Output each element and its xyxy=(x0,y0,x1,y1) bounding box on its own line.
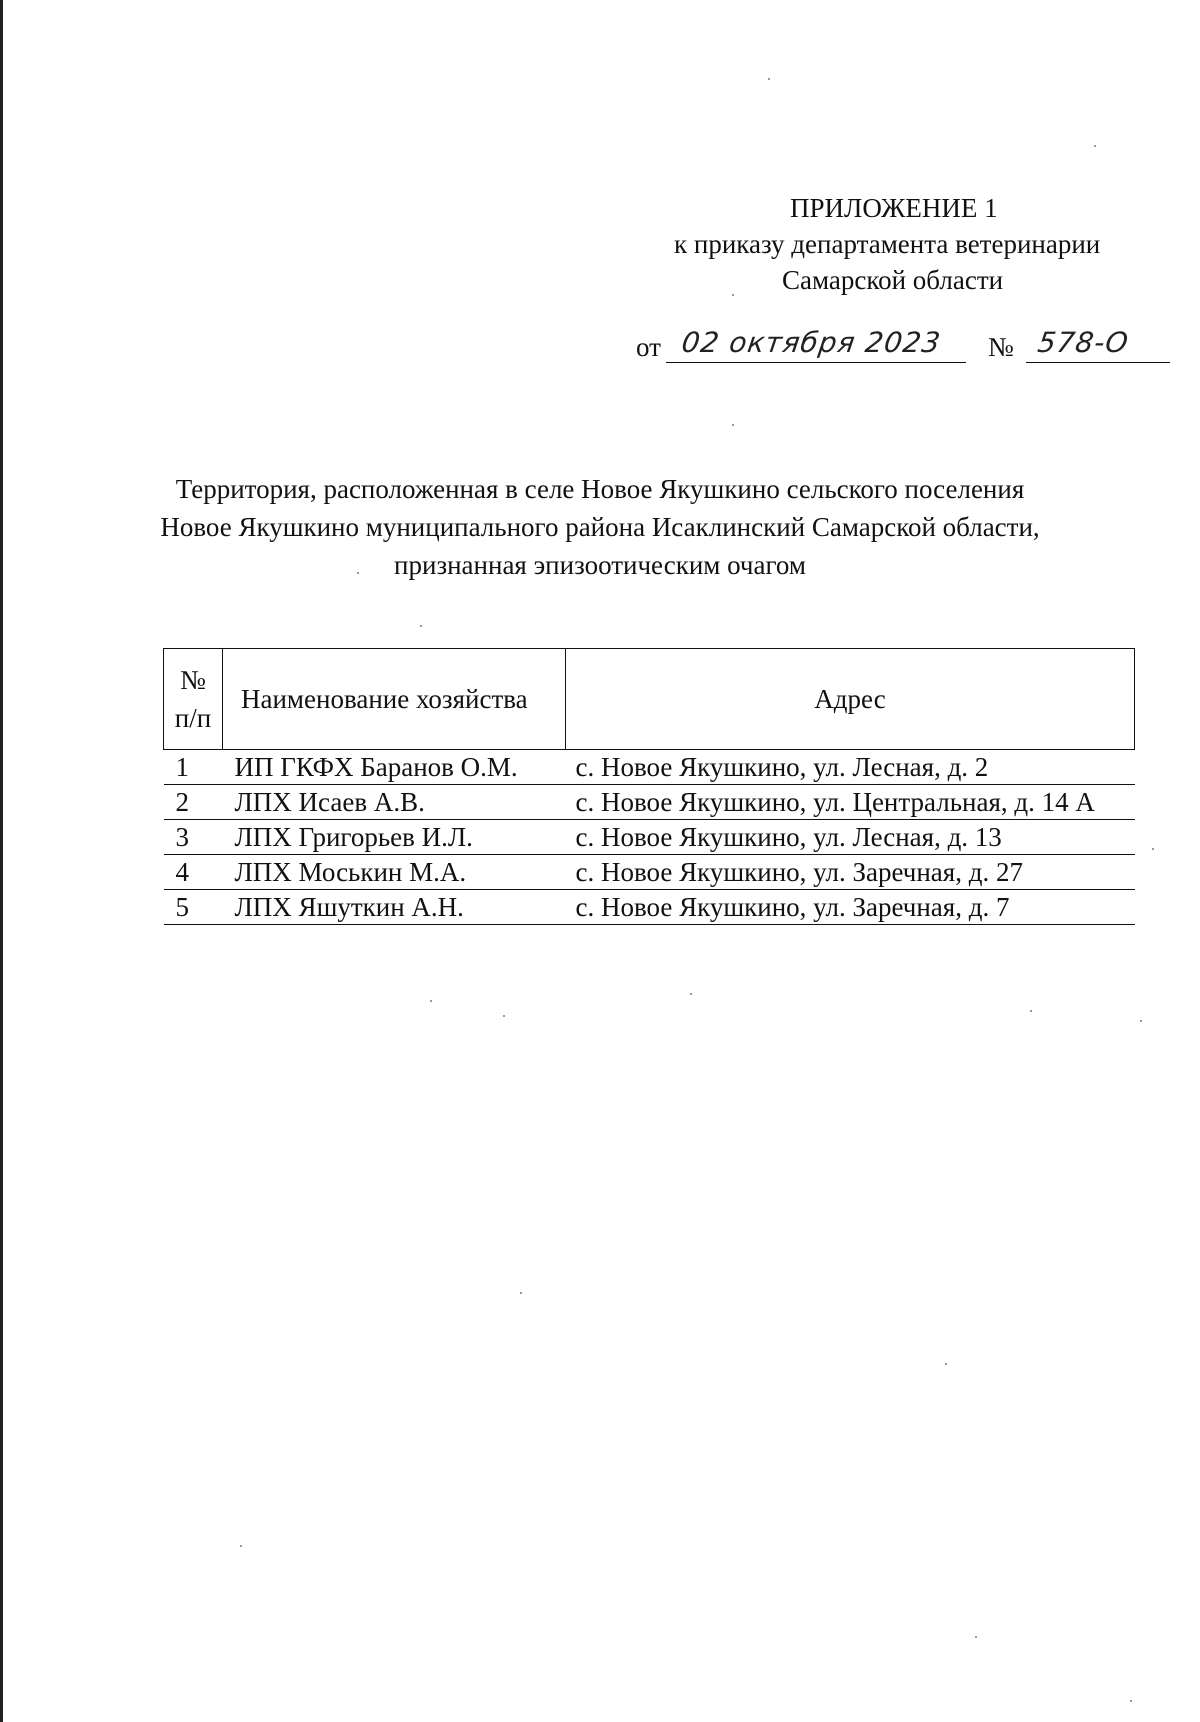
scan-speck xyxy=(430,1000,432,1002)
farm-address: с. Новое Якушкино, ул. Лесная, д. 2 xyxy=(566,750,1135,785)
scan-speck xyxy=(240,1545,242,1547)
table-row xyxy=(164,890,1135,925)
appendix-subtitle-line1: к приказу департамента ветеринарии xyxy=(674,229,1101,259)
farm-address: с. Новое Якушкино, ул. Заречная, д. 27 xyxy=(566,855,1135,890)
row-number: 3 xyxy=(164,820,223,855)
header-num-pp: п/п xyxy=(174,703,212,733)
farm-address: с. Новое Якушкино, ул. Центральная, д. 14 А xyxy=(566,785,1135,820)
scan-speck xyxy=(503,1015,505,1017)
table-row xyxy=(164,785,1135,820)
date-prefix: от xyxy=(636,332,661,362)
scan-speck xyxy=(1140,1020,1142,1022)
header-farm-name: Наименование хозяйства xyxy=(223,649,566,750)
table-header-row xyxy=(164,649,1135,750)
number-underline xyxy=(1026,362,1170,363)
farm-name: ИП ГКФХ Баранов О.М. xyxy=(223,750,566,785)
scan-speck xyxy=(1030,1010,1032,1012)
title-line-3: признанная эпизоотическим очагом xyxy=(394,550,806,580)
header-num-symbol: № xyxy=(180,665,206,695)
scan-speck xyxy=(1130,1700,1132,1702)
scan-speck xyxy=(975,1636,977,1638)
title-line-2: Новое Якушкино муниципального района Исаклинский Самарской области, xyxy=(160,512,1040,542)
row-number: 5 xyxy=(164,890,223,925)
farm-address: с. Новое Якушкино, ул. Лесная, д. 13 xyxy=(566,820,1135,855)
table-row xyxy=(164,750,1135,785)
scan-speck xyxy=(732,294,734,296)
row-number: 2 xyxy=(164,785,223,820)
farm-name: ЛПХ Григорьев И.Л. xyxy=(223,820,566,855)
title-line-1: Территория, расположенная в селе Новое Якушкино сельского поселения xyxy=(175,474,1025,504)
document-title xyxy=(0,470,1200,584)
scan-speck xyxy=(520,1292,522,1294)
row-number: 4 xyxy=(164,855,223,890)
scan-speck xyxy=(420,625,422,627)
farms-table xyxy=(163,648,1135,925)
scan-edge xyxy=(0,0,3,1722)
appendix-subtitle-line2: Самарской области xyxy=(782,265,1004,295)
scan-speck xyxy=(945,1363,947,1365)
scan-speck xyxy=(690,993,692,995)
farm-name: ЛПХ Яшуткин А.Н. xyxy=(223,890,566,925)
order-date-handwritten: 02 октября 2023 xyxy=(679,326,944,359)
order-number-handwritten: 578-О xyxy=(1035,326,1131,359)
scan-speck xyxy=(768,78,770,80)
number-prefix: № xyxy=(988,332,1014,362)
scan-speck xyxy=(732,424,734,426)
table-row xyxy=(164,820,1135,855)
appendix-title: ПРИЛОЖЕНИЕ 1 xyxy=(790,193,998,223)
table-row xyxy=(164,855,1135,890)
farm-name: ЛПХ Моськин М.А. xyxy=(223,855,566,890)
row-number: 1 xyxy=(164,750,223,785)
header-num xyxy=(164,649,223,750)
header-address: Адрес xyxy=(566,649,1135,750)
farm-address: с. Новое Якушкино, ул. Заречная, д. 7 xyxy=(566,890,1135,925)
scan-speck xyxy=(357,572,359,574)
farm-name: ЛПХ Исаев А.В. xyxy=(223,785,566,820)
date-underline xyxy=(666,362,966,363)
scan-speck xyxy=(1152,848,1154,850)
scan-speck xyxy=(1094,145,1096,147)
